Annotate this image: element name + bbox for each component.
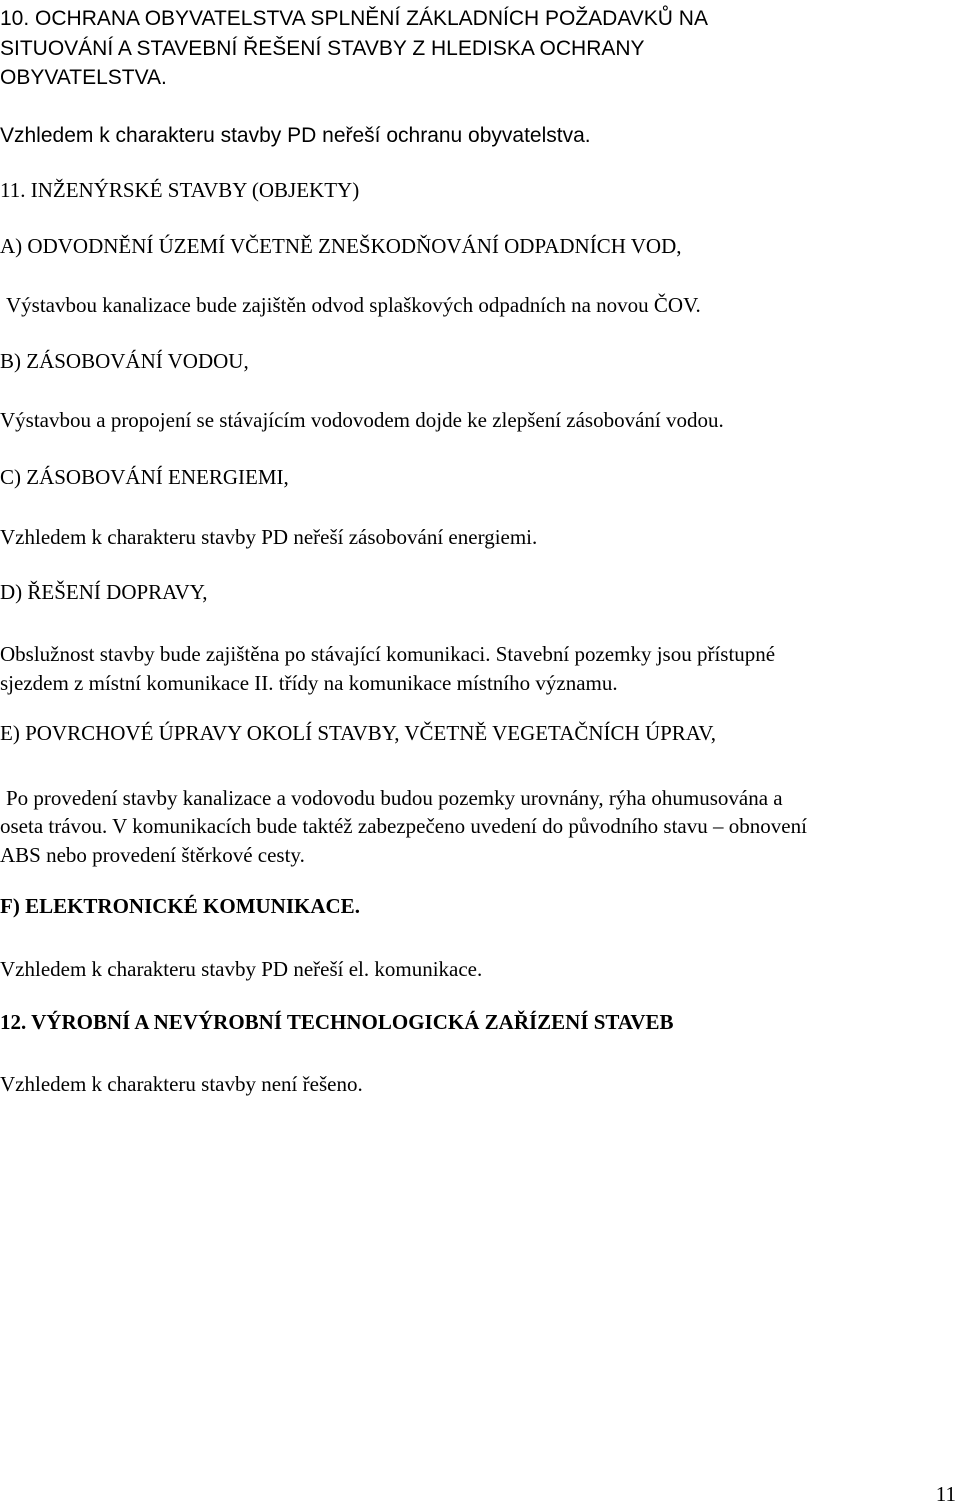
subsection-d-body-line-2: sjezdem z místní komunikace II. třídy na komunikace místního významu. bbox=[0, 671, 618, 695]
section-10-body: Vzhledem k charakteru stavby PD neřeší ochranu obyvatelstva. bbox=[0, 124, 591, 147]
subsection-a-body: Výstavbou kanalizace bude zajištěn odvod splaškových odpadních na novou ČOV. bbox=[6, 293, 701, 317]
subsection-a-heading: A) ODVODNĚNÍ ÚZEMÍ VČETNĚ ZNEŠKODŇOVÁNÍ ODPADNÍCH VOD, bbox=[0, 234, 682, 258]
section-12-body: Vzhledem k charakteru stavby není řešeno. bbox=[0, 1072, 363, 1096]
section-12-heading: 12. VÝROBNÍ A NEVÝROBNÍ TECHNOLOGICKÁ ZAŘÍZENÍ STAVEB bbox=[0, 1010, 674, 1034]
subsection-f-body: Vzhledem k charakteru stavby PD neřeší el. komunikace. bbox=[0, 957, 483, 981]
section-10-heading-line-3: OBYVATELSTVA. bbox=[0, 66, 167, 89]
section-11-heading: 11. INŽENÝRSKÉ STAVBY (OBJEKTY) bbox=[0, 178, 360, 202]
subsection-b-body: Výstavbou a propojení se stávajícím vodovodem dojde ke zlepšení zásobování vodou. bbox=[0, 408, 724, 432]
subsection-d-body-line-1: Obslužnost stavby bude zajištěna po stávající komunikaci. Stavební pozemky jsou přístupné bbox=[0, 642, 776, 666]
subsection-e-heading: E) POVRCHOVÉ ÚPRAVY OKOLÍ STAVBY, VČETNĚ VEGETAČNÍCH ÚPRAV, bbox=[0, 721, 716, 745]
subsection-c-body: Vzhledem k charakteru stavby PD neřeší zásobování energiemi. bbox=[0, 525, 538, 549]
subsection-e-body-line-3: ABS nebo provedení štěrkové cesty. bbox=[0, 843, 305, 867]
page-number: 11 bbox=[935, 1482, 956, 1506]
subsection-d-heading: D) ŘEŠENÍ DOPRAVY, bbox=[0, 580, 208, 604]
subsection-c-heading: C) ZÁSOBOVÁNÍ ENERGIEMI, bbox=[0, 465, 289, 489]
subsection-b-heading: B) ZÁSOBOVÁNÍ VODOU, bbox=[0, 349, 249, 373]
subsection-e-body-line-1: Po provedení stavby kanalizace a vodovodu budou pozemky urovnány, rýha ohumusována a bbox=[6, 786, 783, 810]
subsection-f-heading: F) ELEKTRONICKÉ KOMUNIKACE. bbox=[0, 894, 360, 918]
subsection-e-body-line-2: oseta trávou. V komunikacích bude taktéž zabezpečeno uvedení do původního stavu – obnovení bbox=[0, 814, 807, 838]
section-10-heading-line-1: 10. OCHRANA OBYVATELSTVA SPLNĚNÍ ZÁKLADNÍCH POŽADAVKŮ NA bbox=[0, 7, 708, 30]
section-10-heading-line-2: SITUOVÁNÍ A STAVEBNÍ ŘEŠENÍ STAVBY Z HLEDISKA OCHRANY bbox=[0, 37, 645, 60]
